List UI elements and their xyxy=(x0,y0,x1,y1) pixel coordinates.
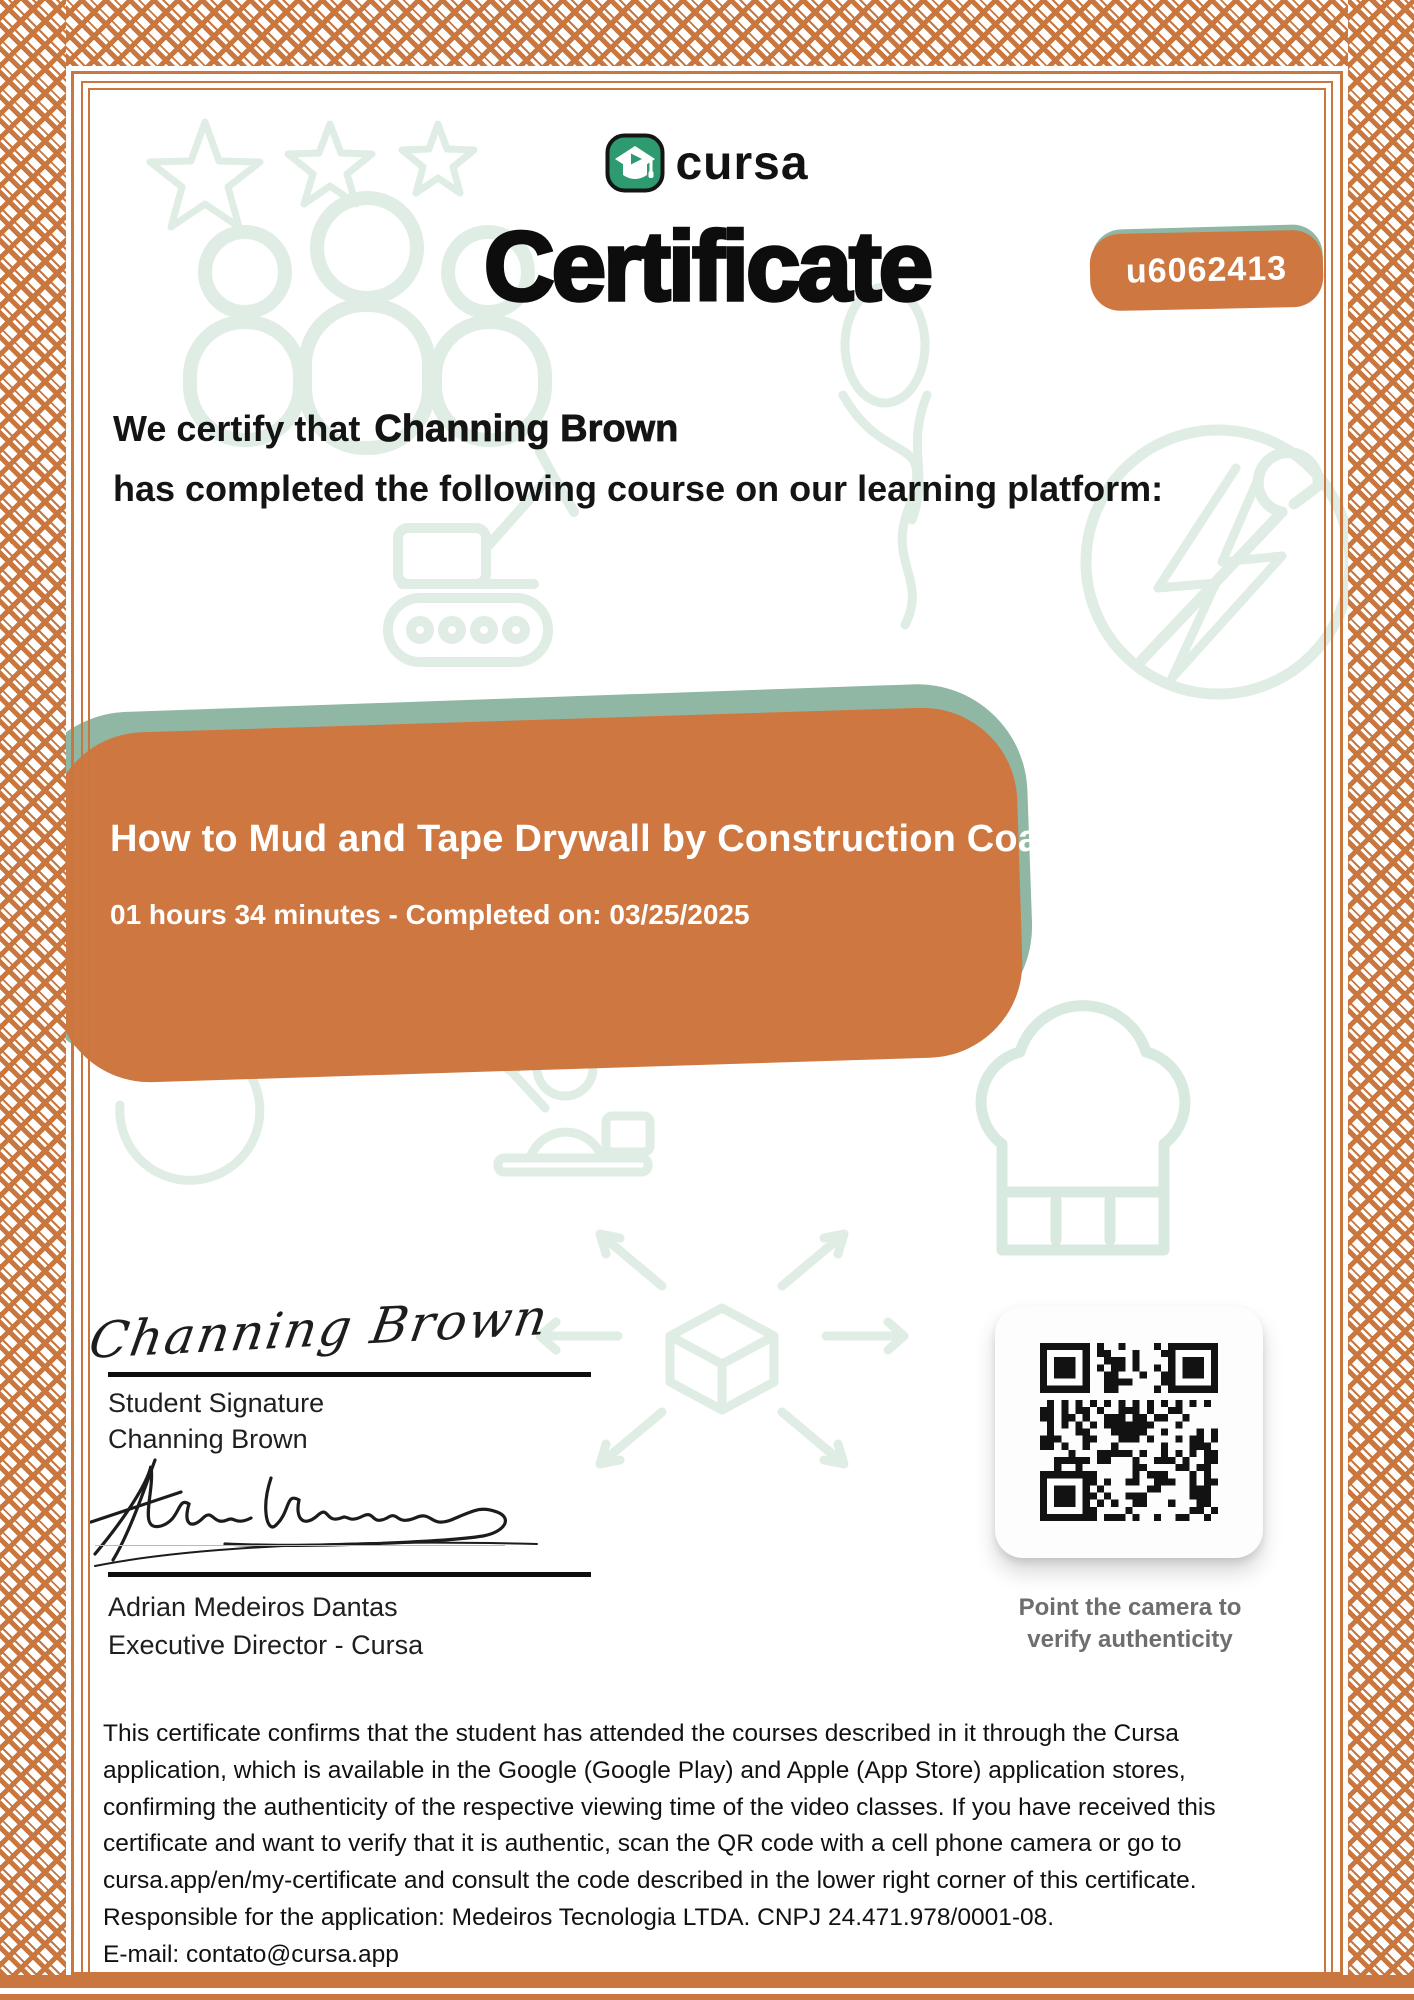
qr-caption-line1: Point the camera to xyxy=(1018,1594,1242,1621)
certify-line2: has completed the following course on our learning platform: xyxy=(113,468,1164,509)
student-name: Channing Brown xyxy=(374,408,679,450)
qr-card xyxy=(995,1306,1263,1558)
student-signature-label: Student Signature xyxy=(108,1388,325,1418)
footer-line: This certificate confirms that the student has attended the courses described in it through the Cursa xyxy=(103,1720,1179,1747)
border-pattern-right xyxy=(1348,0,1414,1975)
footer-line: Responsible for the application: Medeiros Tecnologia LTDA. CNPJ 24.471.978/0001-08. xyxy=(103,1903,1055,1931)
border-pattern-left xyxy=(0,0,66,1975)
qr-caption xyxy=(955,1592,1305,1656)
director-name: Adrian Medeiros Dantas xyxy=(108,1592,398,1622)
certificate-id-badge xyxy=(1089,230,1324,312)
cursa-wordmark: cursa xyxy=(675,136,809,190)
footer-line: confirming the authenticity of the respective viewing time of the video classes. If you have received this xyxy=(103,1793,1216,1821)
footer-email: E-mail: contato@cursa.app xyxy=(103,1940,399,1968)
student-signature-name: Channing Brown xyxy=(108,1424,308,1454)
certificate-title: Certificate xyxy=(483,211,931,321)
director-role: Executive Director - Cursa xyxy=(108,1630,424,1660)
brand-logo xyxy=(0,133,1414,193)
intro-text xyxy=(113,408,1163,510)
course-title: How to Mud and Tape Drywall by Construction Coach xyxy=(110,818,1084,860)
cube-arrows-watermark xyxy=(540,1234,904,1464)
certify-prefix: We certify that xyxy=(113,408,361,449)
footer-line: certificate and want to verify that it is authentic, scan the QR code with a cell phone camera or go to xyxy=(103,1830,1182,1858)
qr-code xyxy=(1040,1343,1218,1521)
footer-line: cursa.app/en/my-certificate and consult the code described in the lower right corner of this certificate. xyxy=(103,1867,1197,1895)
footer-disclaimer xyxy=(103,1716,1216,1974)
footer-line: application, which is available in the Google (Google Play) and Apple (App Store) application stores, xyxy=(103,1756,1186,1784)
bottom-bar-upper xyxy=(0,1975,1414,1988)
bottom-bar-lower xyxy=(0,1994,1414,2000)
director-signature-line xyxy=(108,1572,591,1577)
certificate-id: u6062413 xyxy=(1125,249,1288,291)
director-signature-script xyxy=(85,1448,545,1578)
chef-hat-watermark xyxy=(981,1006,1185,1250)
director-signature-hairline xyxy=(95,1545,505,1546)
qr-caption-line2: verify authenticity xyxy=(1027,1626,1233,1653)
course-text xyxy=(110,818,1084,931)
cursa-logo-icon xyxy=(605,133,665,193)
student-signature-line xyxy=(108,1372,591,1377)
student-signature-script: Channing Brown xyxy=(85,1288,554,1370)
border-pattern-top xyxy=(0,0,1414,66)
course-meta: 01 hours 34 minutes - Completed on: 03/25/2025 xyxy=(110,899,750,930)
